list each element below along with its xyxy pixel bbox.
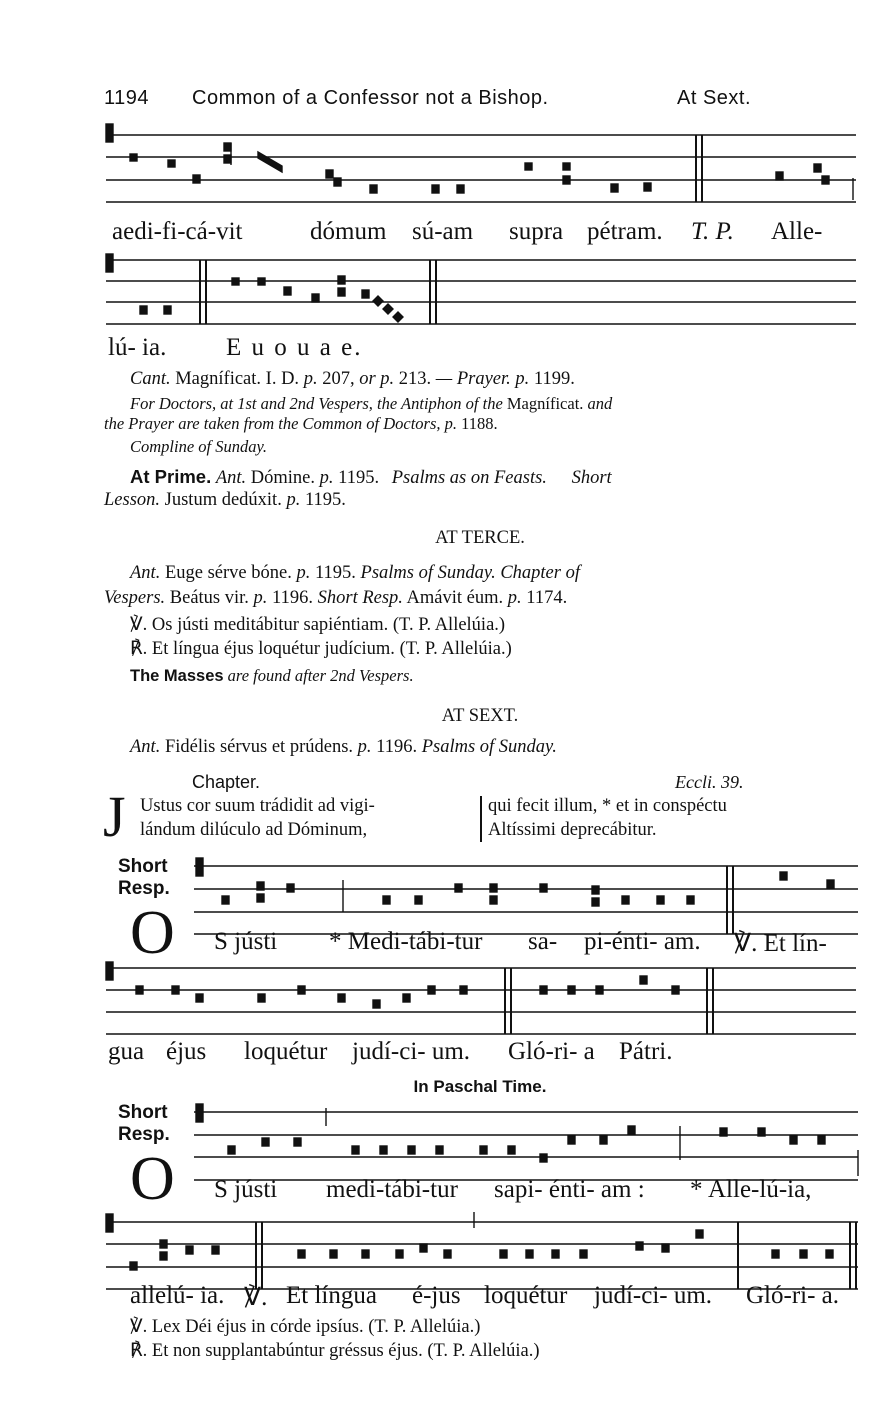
resp-initial: O <box>130 899 175 967</box>
lyric-syllable: * <box>690 1176 703 1203</box>
lyric-syllable: S jústi <box>214 1176 278 1203</box>
lyric-syllable: supra <box>509 218 564 245</box>
lyric-syllable: * Medi-tábi-tur <box>329 928 483 955</box>
footer-versicle: ℣. Lex Déi éjus in córde ipsíus. (T. P. Allelúia.) <box>130 1317 481 1337</box>
sext-heading: AT SEXT. <box>441 706 519 726</box>
chapter-ref: Eccli. 39. <box>675 772 744 792</box>
short-resp-label: Short <box>118 1102 168 1123</box>
lyric-syllable: dómum <box>310 218 387 245</box>
lyric-syllable: medi-tábi-tur <box>326 1176 458 1203</box>
lyric-syllable: Gló-ri- a <box>508 1038 595 1065</box>
lyric-syllable: allelú- ia. <box>130 1282 225 1309</box>
lyric-syllable: Pátri. <box>619 1038 673 1065</box>
chapter-label: Chapter. <box>192 772 261 792</box>
lyric-syllable: S jústi <box>214 928 278 955</box>
prime-line2: Lesson. Justum dedúxit. p. 1195. <box>104 490 346 510</box>
lyric-syllable: loquétur <box>484 1282 568 1309</box>
chapter-right-line1: qui fecit illum, * et in conspéctu <box>488 796 727 816</box>
chapter-left-line2: lándum dilúculo ad Dóminum, <box>140 820 368 840</box>
resp-initial: O <box>130 1145 175 1213</box>
lyric-syllable: éjus <box>166 1038 207 1065</box>
lyric-syllable: Alle-lú-ia, <box>708 1176 812 1203</box>
terce-heading: AT TERCE. <box>435 528 525 548</box>
section-title: At Sext. <box>677 87 752 109</box>
terce-line1: Ant. Euge sérve bóne. p. 1195. Psalms of Sunday. Chapter of <box>130 563 580 583</box>
lyric-syllable: ℣. <box>244 1284 268 1311</box>
lyric-tp: T. P. <box>691 218 734 245</box>
terce-line2: Vespers. Beátus vir. p. 1196. Short Resp. Amávit éum. p. 1174. <box>104 588 568 608</box>
lyric-syllable: Alle- <box>771 218 823 245</box>
lyric-syllable: lú- ia. <box>108 334 167 361</box>
lyric-syllable: sú-am <box>412 218 474 245</box>
lyric-syllable: Gló-ri- a. <box>746 1282 840 1309</box>
footer-response: ℟. Et non supplantabúntur gréssus éjus. (T. P. Allelúia.) <box>130 1341 540 1361</box>
column-divider <box>480 796 482 842</box>
lyric-syllable: gua <box>108 1038 145 1065</box>
lyric-syllable: pi-énti- am. <box>584 928 701 955</box>
lyric-syllable: Et língua <box>286 1282 377 1309</box>
euouae: E u o u a e. <box>226 334 363 361</box>
lyric-syllable: ℣. Et lín- <box>734 930 827 957</box>
terce-versicle: ℣. Os jústi meditábitur sapiéntiam. (T. P. Allelúia.) <box>130 615 506 635</box>
paschal-heading: In Paschal Time. <box>413 1077 547 1096</box>
lyric-syllable: judí-ci- um. <box>352 1038 471 1065</box>
short-resp-label: Resp. <box>118 1124 170 1145</box>
sext-antiphon: Ant. Fidélis sérvus et prúdens. p. 1196. Psalms of Sunday. <box>130 737 557 757</box>
prime-line1: At Prime. Ant. Dómine. p. 1195. Psalms as on Feasts. Short <box>130 466 612 488</box>
chapter-left-line1: Ustus cor suum trádidit ad vigi- <box>140 796 375 816</box>
doctors-note-line2: the Prayer are taken from the Common of Doctors, p. 1188. <box>104 414 498 433</box>
running-title: Common of a Confessor not a Bishop. <box>192 87 549 109</box>
masses-note: The Masses are found after 2nd Vespers. <box>130 666 414 685</box>
lyric-syllable: loquétur <box>244 1038 328 1065</box>
lyric-syllable: judí-ci- um. <box>594 1282 713 1309</box>
doctors-note-line1: For Doctors, at 1st and 2nd Vespers, the Antiphon of the Magníficat. and <box>130 394 613 413</box>
lyric-syllable: é-jus <box>412 1282 461 1309</box>
cant-line: Cant. Magníficat. I. D. p. 207, or p. 213. — Prayer. p. 1199. <box>130 369 575 389</box>
chapter-initial: J <box>103 784 126 849</box>
lyric-syllable: pétram. <box>587 218 663 245</box>
lyric-syllable: sa- <box>528 928 558 955</box>
lyric-syllable: aedi-fi-cá-vit <box>112 218 243 245</box>
short-resp-label: Short <box>118 856 168 877</box>
lyric-syllable: sapi- énti- am : <box>494 1176 645 1203</box>
terce-response: ℟. Et língua éjus loquétur judícium. (T. P. Allelúia.) <box>130 639 512 659</box>
chapter-right-line2: Altíssimi deprecábitur. <box>488 820 657 840</box>
page-number: 1194 <box>104 87 150 109</box>
short-resp-label: Resp. <box>118 878 170 899</box>
compline: Compline of Sunday. <box>130 437 268 456</box>
